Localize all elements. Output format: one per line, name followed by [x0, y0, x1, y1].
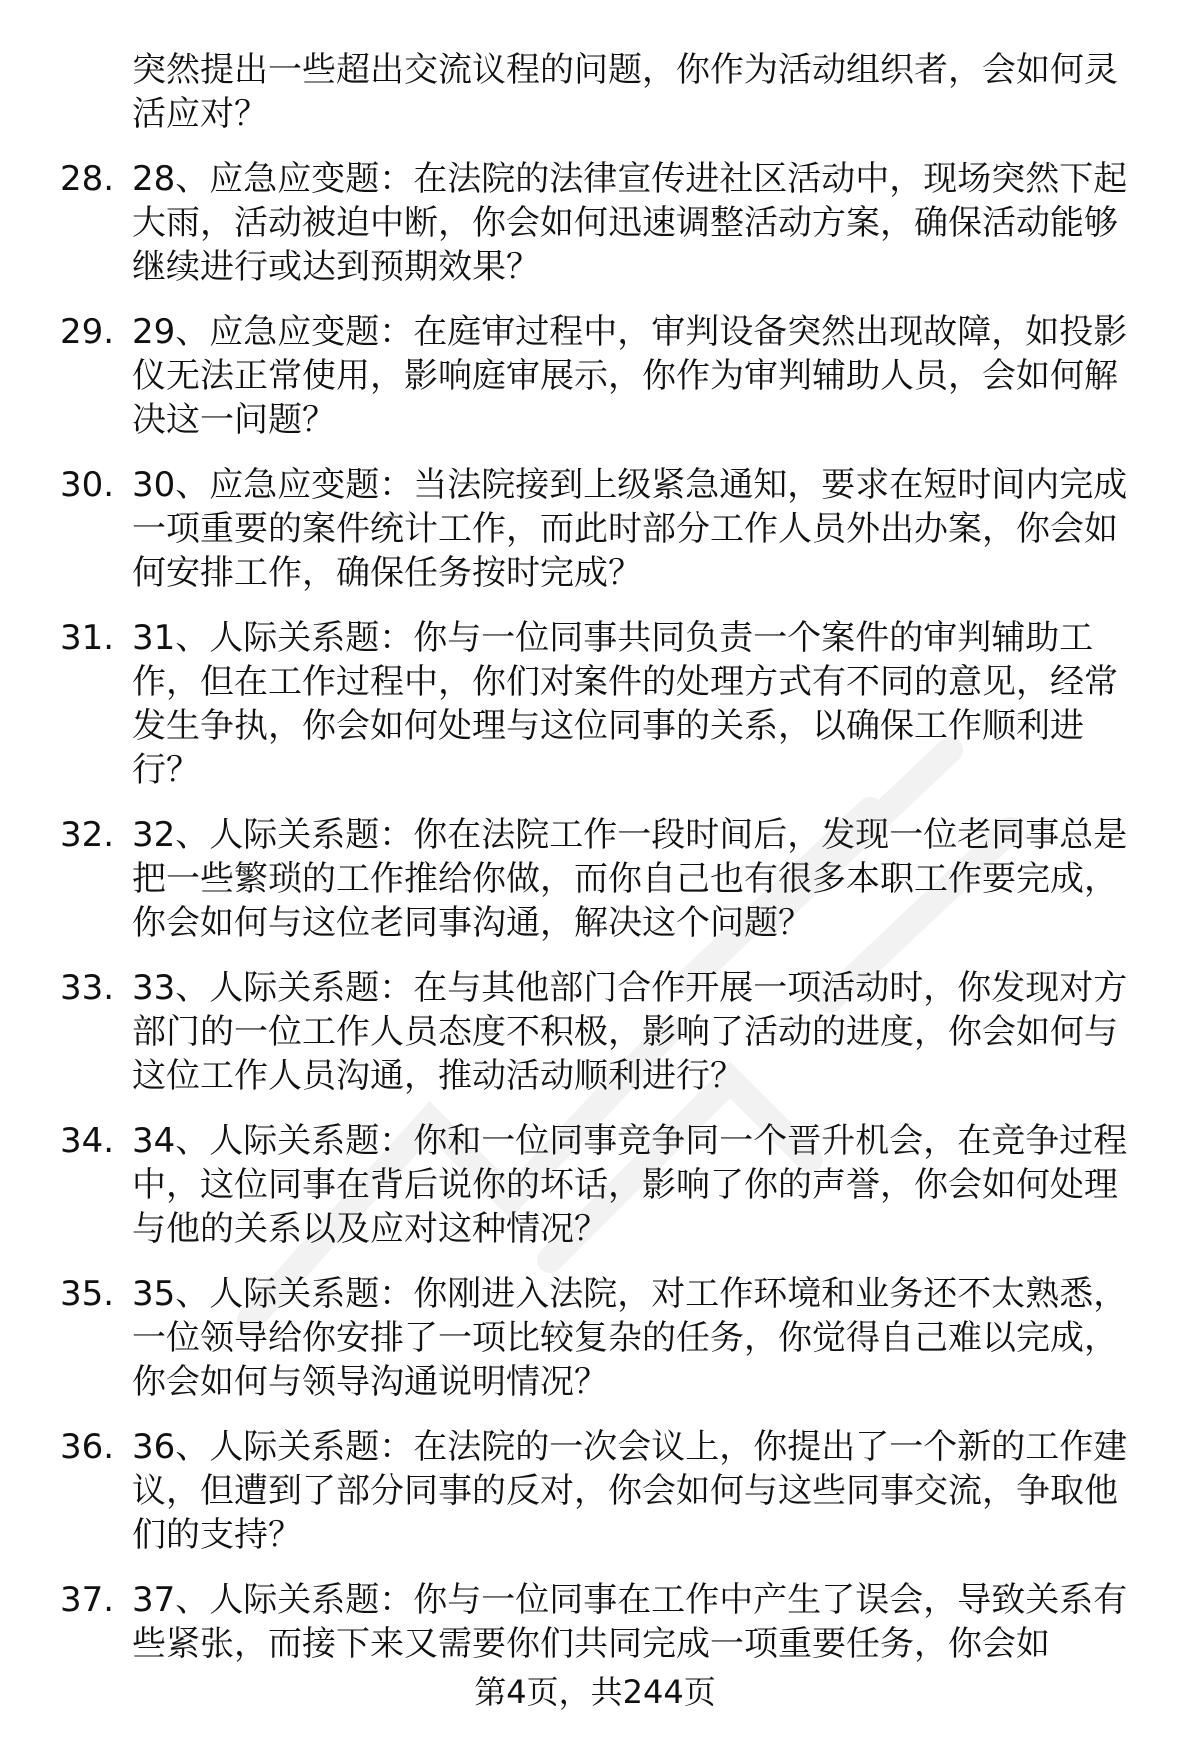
list-item — [60, 1119, 1150, 1251]
item-text: 31、人际关系题：你与一位同事共同负责一个案件的审判辅助工作，但在工作过程中，你们对案件的处理方式有不同的意见，经常发生争执，你会如何处理与这位同事的关系，以确保工作顺利进行？ — [132, 618, 1118, 790]
item-text: 37、人际关系题：你与一位同事在工作中产生了误会，导致关系有些紧张，而接下来又需要你们共同完成一项重要任务，你会如 — [132, 1580, 1128, 1664]
item-number: 35. — [60, 1274, 115, 1314]
continuation-paragraph: 突然提出一些超出交流议程的问题，你作为活动组织者，会如何灵活应对？ — [132, 50, 1118, 134]
list-item — [60, 310, 1150, 442]
list-item — [60, 1425, 1150, 1557]
item-text: 30、应急应变题：当法院接到上级紧急通知，要求在短时间内完成一项重要的案件统计工作，而此时部分工作人员外出办案，你会如何安排工作，确保任务按时完成？ — [132, 465, 1128, 593]
item-text: 36、人际关系题：在法院的一次会议上，你提出了一个新的工作建议，但遭到了部分同事的反对，你会如何与这些同事交流，争取他们的支持？ — [132, 1427, 1128, 1555]
item-number: 34. — [60, 1121, 115, 1161]
list-item — [60, 463, 1150, 595]
item-text: 28、应急应变题：在法院的法律宣传进社区活动中，现场突然下起大雨，活动被迫中断，你会如何迅速调整活动方案，确保活动能够继续进行或达到预期效果？ — [132, 159, 1128, 287]
item-text: 32、人际关系题：你在法院工作一段时间后，发现一位老同事总是把一些繁琐的工作推给你做，而你自己也有很多本职工作要完成，你会如何与这位老同事沟通，解决这个问题？ — [132, 815, 1128, 943]
item-number: 37. — [60, 1580, 115, 1620]
item-text: 35、人际关系题：你刚进入法院，对工作环境和业务还不太熟悉，一位领导给你安排了一项比较复杂的任务，你觉得自己难以完成，你会如何与领导沟通说明情况？ — [132, 1274, 1128, 1402]
item-text: 33、人际关系题：在与其他部门合作开展一项活动时，你发现对方部门的一位工作人员态度不积极，影响了活动的进度，你会如何与这位工作人员沟通，推动活动顺利进行？ — [132, 968, 1128, 1096]
list-item — [60, 616, 1150, 792]
list-item — [60, 1578, 1150, 1666]
list-item — [60, 1272, 1150, 1404]
question-list — [60, 48, 1150, 1687]
item-number: 28. — [60, 159, 115, 199]
item-number: 31. — [60, 618, 115, 658]
item-number: 32. — [60, 815, 115, 855]
list-item — [60, 966, 1150, 1098]
list-item — [60, 813, 1150, 945]
item-number: 33. — [60, 968, 115, 1008]
item-text: 34、人际关系题：你和一位同事竞争同一个晋升机会，在竞争过程中，这位同事在背后说你的坏话，影响了你的声誉，你会如何处理与他的关系以及应对这种情况？ — [132, 1121, 1128, 1249]
item-number: 29. — [60, 312, 115, 352]
page-footer: 第4页，共244页 — [474, 1673, 716, 1711]
item-text: 29、应急应变题：在庭审过程中，审判设备突然出现故障，如投影仪无法正常使用，影响庭审展示，你作为审判辅助人员，会如何解决这一问题？ — [132, 312, 1128, 440]
item-number: 30. — [60, 465, 115, 505]
list-item — [60, 157, 1150, 289]
item-number: 36. — [60, 1427, 115, 1467]
